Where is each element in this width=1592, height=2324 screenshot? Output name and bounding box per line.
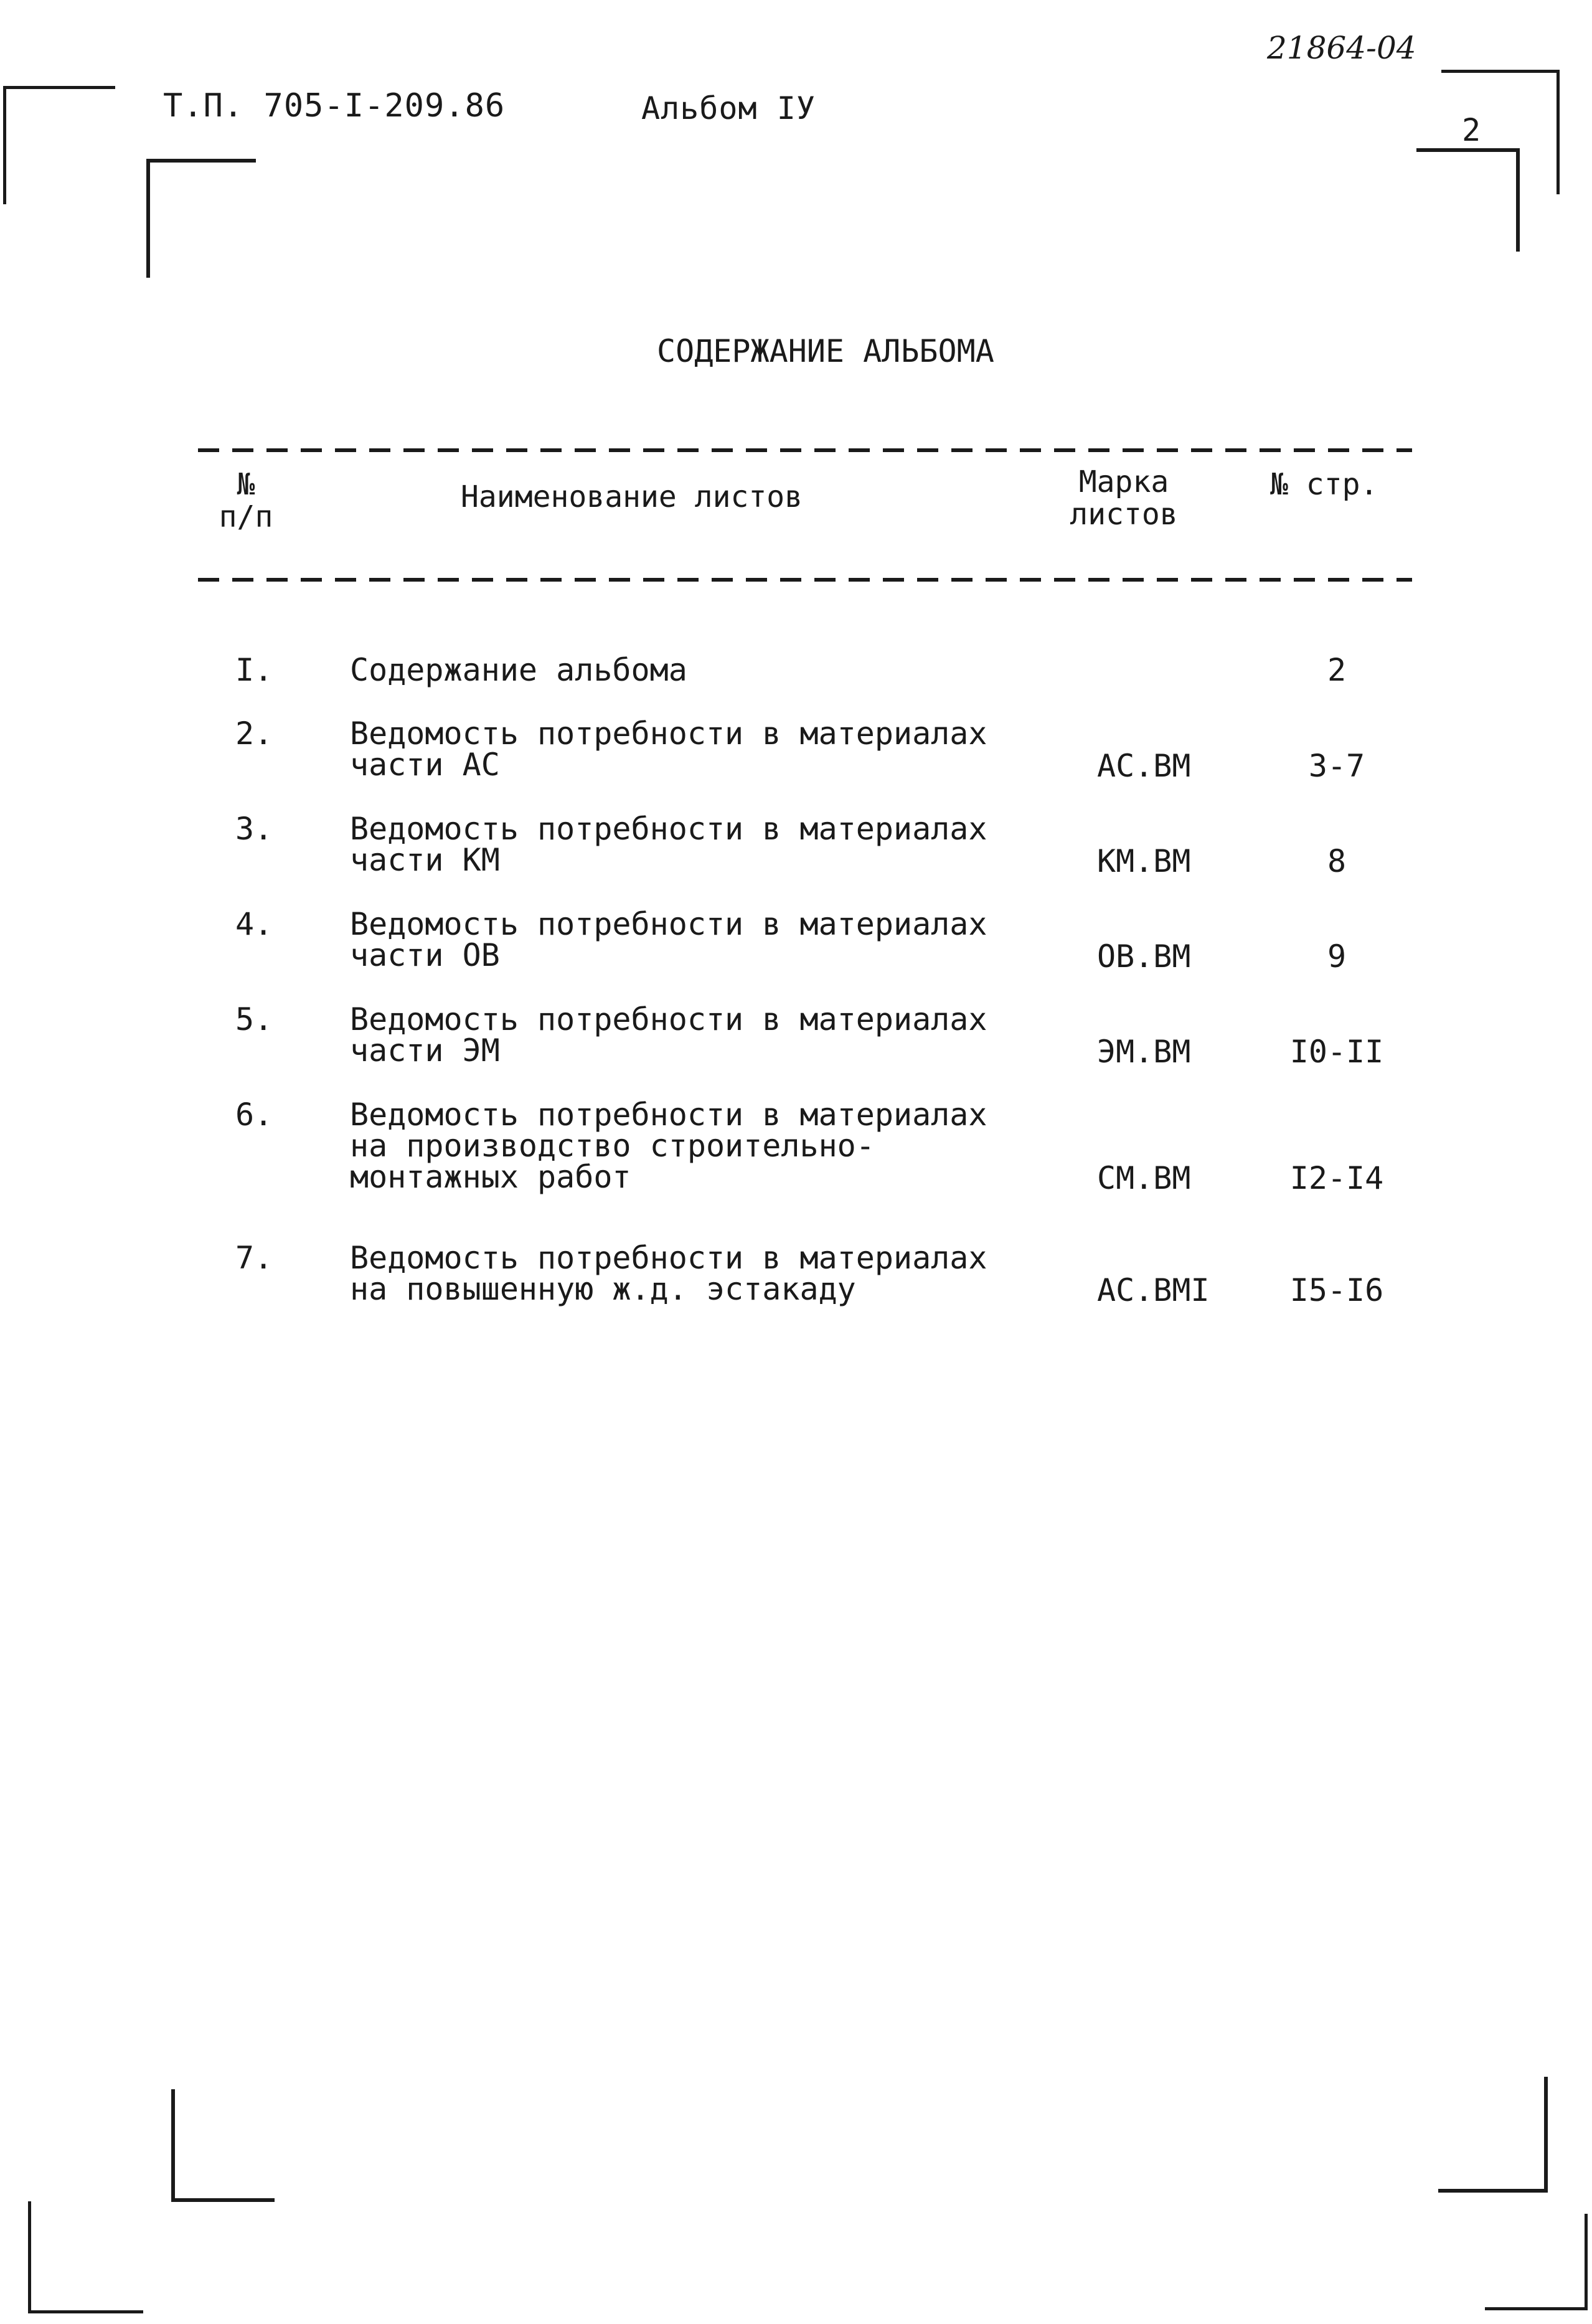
column-header-mark	[1052, 466, 1195, 531]
row-mark: СМ.ВМ	[1097, 1160, 1191, 1196]
column-header-number-line1: №	[237, 467, 255, 502]
column-header-number	[199, 468, 293, 533]
row-name-line: Ведомость потребности в материалах	[350, 1097, 987, 1133]
row-page: 3-7	[1308, 748, 1365, 784]
archive-number: 21864-04	[1267, 30, 1416, 66]
row-page: 8	[1327, 843, 1347, 879]
row-number: 2.	[235, 716, 273, 752]
corner-mark-bottom-right-outer	[1485, 2214, 1588, 2310]
row-name-line: Ведомость потребности в материалах	[350, 811, 987, 847]
row-number: 7.	[235, 1240, 273, 1276]
column-header-mark-line1: Марка	[1078, 465, 1169, 499]
project-code: Т.П. 705-I-209.86	[163, 87, 506, 125]
row-mark: ЭМ.ВМ	[1097, 1034, 1191, 1070]
row-name-line: Ведомость потребности в материалах	[350, 716, 987, 752]
table-header-bottom-divider	[198, 578, 1412, 582]
corner-mark-top-left-inner	[146, 159, 256, 278]
column-header-mark-line2: листов	[1070, 497, 1178, 532]
row-mark: КМ.ВМ	[1097, 843, 1191, 879]
corner-mark-bottom-right-inner	[1438, 2077, 1548, 2193]
corner-mark-bottom-left-outer	[28, 2201, 143, 2313]
column-header-name: Наименование листов	[461, 479, 803, 514]
row-page: 2	[1327, 652, 1347, 688]
table-header-top-divider	[198, 448, 1412, 452]
row-mark: ОВ.ВМ	[1097, 938, 1191, 975]
row-name-line: Ведомость потребности в материалах	[350, 906, 987, 942]
row-mark: АС.ВМ	[1097, 748, 1191, 784]
row-name-line: части ОВ	[350, 937, 500, 973]
row-page: 9	[1327, 938, 1347, 975]
row-name-line: части АС	[350, 747, 500, 783]
row-page: I0-II	[1289, 1034, 1384, 1070]
row-number: 6.	[235, 1097, 273, 1133]
row-mark: АС.ВМI	[1097, 1272, 1210, 1308]
row-name-line: на производство строительно-	[350, 1128, 875, 1164]
column-header-page: № стр.	[1270, 467, 1378, 502]
album-label: Альбом IУ	[641, 90, 816, 126]
row-name-line: Ведомость потребности в материалах	[350, 1001, 987, 1037]
row-number: 5.	[235, 1001, 273, 1037]
page-number: 2	[1462, 112, 1481, 148]
corner-mark-top-left-outer	[3, 86, 115, 204]
row-number: 3.	[235, 811, 273, 847]
column-header-number-line2: п/п	[219, 499, 273, 534]
row-name-line: части ЭМ	[350, 1032, 500, 1069]
row-name-line: монтажных работ	[350, 1159, 631, 1195]
row-page: I5-I6	[1289, 1272, 1384, 1308]
row-name-line: части КМ	[350, 842, 500, 878]
page-title: СОДЕРЖАНИЕ АЛЬБОМА	[657, 333, 994, 369]
row-name-line: на повышенную ж.д. эстакаду	[350, 1271, 856, 1307]
row-name-line: Ведомость потребности в материалах	[350, 1240, 987, 1276]
corner-mark-top-right-inner	[1416, 148, 1520, 252]
corner-mark-bottom-left-inner	[171, 2089, 275, 2202]
row-number: 4.	[235, 906, 273, 942]
row-name-line: Содержание альбома	[350, 652, 687, 688]
row-page: I2-I4	[1289, 1160, 1384, 1196]
row-number: I.	[235, 652, 273, 688]
